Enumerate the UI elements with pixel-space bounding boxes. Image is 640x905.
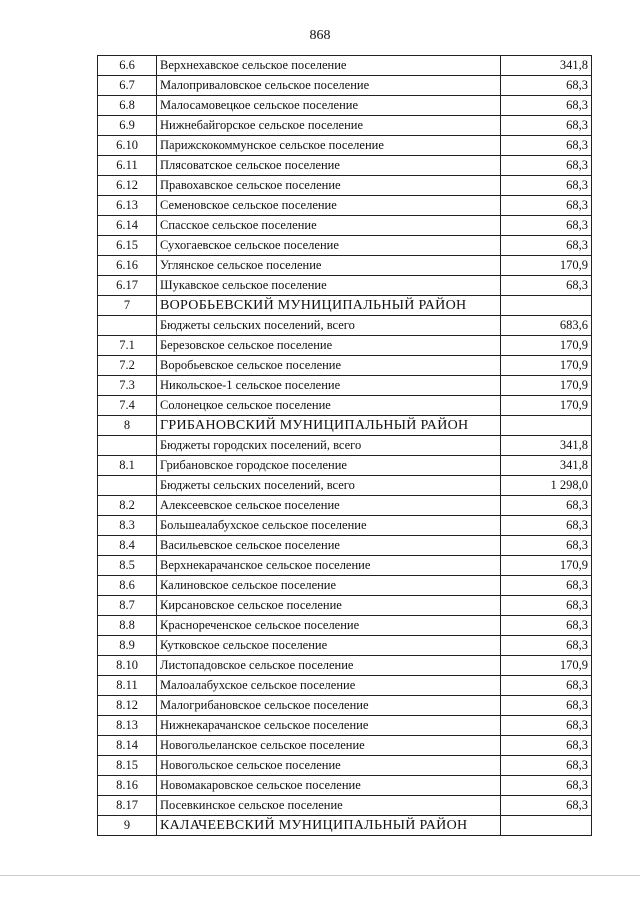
table-row (98, 516, 592, 536)
settlement-name-cell: Грибановское городское поселение (157, 456, 501, 476)
table-row (98, 76, 592, 96)
table-row (98, 396, 592, 416)
page-number: 868 (309, 28, 331, 43)
table-row (98, 316, 592, 336)
row-number-cell: 6.17 (98, 276, 157, 296)
amount-cell: 68,3 (501, 276, 592, 296)
amount-cell: 68,3 (501, 756, 592, 776)
row-number-cell: 8.12 (98, 696, 157, 716)
settlement-name-cell: Спасское сельское поселение (157, 216, 501, 236)
settlement-name-cell: Малоалабухское сельское поселение (157, 676, 501, 696)
row-number-cell: 8.2 (98, 496, 157, 516)
row-number-cell: 8 (98, 416, 157, 436)
row-number-cell: 7 (98, 296, 157, 316)
settlement-name-cell: Нижнебайгорское сельское поселение (157, 116, 501, 136)
settlement-name-cell: Сухогаевское сельское поселение (157, 236, 501, 256)
settlement-name-cell: Малогрибановское сельское поселение (157, 696, 501, 716)
settlement-name-cell: Парижскокоммунское сельское поселение (157, 136, 501, 156)
row-number-cell: 6.9 (98, 116, 157, 136)
table-row (98, 536, 592, 556)
row-number-cell: 6.13 (98, 196, 157, 216)
table-row (98, 616, 592, 636)
row-number-cell: 8.6 (98, 576, 157, 596)
row-number-cell: 6.11 (98, 156, 157, 176)
settlement-name-cell: Малоприваловское сельское поселение (157, 76, 501, 96)
table-row (98, 556, 592, 576)
amount-cell: 68,3 (501, 796, 592, 816)
amount-cell: 1 298,0 (501, 476, 592, 496)
settlement-name-cell: Новомакаровское сельское поселение (157, 776, 501, 796)
amount-cell: 68,3 (501, 496, 592, 516)
row-number-cell: 6.7 (98, 76, 157, 96)
settlement-name-cell: Шукавское сельское поселение (157, 276, 501, 296)
amount-cell: 68,3 (501, 116, 592, 136)
row-number-cell: 8.11 (98, 676, 157, 696)
row-number-cell: 7.3 (98, 376, 157, 396)
row-number-cell: 8.7 (98, 596, 157, 616)
table-row (98, 776, 592, 796)
settlement-name-cell: Калиновское сельское поселение (157, 576, 501, 596)
table-row (98, 576, 592, 596)
amount-cell: 68,3 (501, 516, 592, 536)
table-row (98, 156, 592, 176)
amount-cell (501, 416, 592, 436)
row-number-cell: 8.16 (98, 776, 157, 796)
amount-cell: 68,3 (501, 176, 592, 196)
settlement-name-cell: Березовское сельское поселение (157, 336, 501, 356)
table-row (98, 756, 592, 776)
amount-cell: 68,3 (501, 536, 592, 556)
table-row (98, 636, 592, 656)
settlement-name-cell: Кирсановское сельское поселение (157, 596, 501, 616)
table-row (98, 456, 592, 476)
row-number-cell: 8.3 (98, 516, 157, 536)
table-row (98, 596, 592, 616)
row-number-cell: 6.14 (98, 216, 157, 236)
table-row (98, 656, 592, 676)
table-row (98, 716, 592, 736)
footer-divider (0, 875, 640, 876)
settlement-name-cell: Новогольское сельское поселение (157, 756, 501, 776)
settlement-name-cell: Краснореченское сельское поселение (157, 616, 501, 636)
table-row (98, 336, 592, 356)
table-body (98, 56, 592, 836)
settlement-name-cell: Бюджеты городских поселений, всего (157, 436, 501, 456)
amount-cell: 68,3 (501, 96, 592, 116)
row-number-cell: 7.4 (98, 396, 157, 416)
amount-cell: 68,3 (501, 776, 592, 796)
settlement-name-cell: Малосамовецкое сельское поселение (157, 96, 501, 116)
settlement-name-cell: Алексеевское сельское поселение (157, 496, 501, 516)
table-row (98, 56, 592, 76)
table-row (98, 176, 592, 196)
table-row (98, 676, 592, 696)
settlement-name-cell: Воробьевское сельское поселение (157, 356, 501, 376)
amount-cell (501, 296, 592, 316)
settlement-name-cell: Листопадовское сельское поселение (157, 656, 501, 676)
amount-cell: 68,3 (501, 76, 592, 96)
amount-cell: 170,9 (501, 556, 592, 576)
amount-cell: 170,9 (501, 656, 592, 676)
settlement-name-cell: Кутковское сельское поселение (157, 636, 501, 656)
row-number-cell: 6.16 (98, 256, 157, 276)
table-row (98, 376, 592, 396)
amount-cell: 68,3 (501, 636, 592, 656)
row-number-cell: 8.4 (98, 536, 157, 556)
table-row (98, 256, 592, 276)
settlement-name-cell: Никольское-1 сельское поселение (157, 376, 501, 396)
settlement-name-cell: Верхнекарачанское сельское поселение (157, 556, 501, 576)
district-header-row (98, 296, 592, 316)
amount-cell: 170,9 (501, 396, 592, 416)
amount-cell: 68,3 (501, 676, 592, 696)
row-number-cell: 9 (98, 816, 157, 836)
amount-cell: 170,9 (501, 356, 592, 376)
settlement-name-cell: Большеалабухское сельское поселение (157, 516, 501, 536)
table-row (98, 216, 592, 236)
amount-cell: 68,3 (501, 736, 592, 756)
table-row (98, 196, 592, 216)
amount-cell: 170,9 (501, 336, 592, 356)
amount-cell: 68,3 (501, 576, 592, 596)
row-number-cell: 8.9 (98, 636, 157, 656)
settlement-name-cell: Плясоватское сельское поселение (157, 156, 501, 176)
settlement-name-cell: Углянское сельское поселение (157, 256, 501, 276)
row-number-cell: 8.15 (98, 756, 157, 776)
row-number-cell: 6.6 (98, 56, 157, 76)
row-number-cell: 8.8 (98, 616, 157, 636)
table-row (98, 276, 592, 296)
settlement-name-cell: Семеновское сельское поселение (157, 196, 501, 216)
settlement-name-cell: ГРИБАНОВСКИЙ МУНИЦИПАЛЬНЫЙ РАЙОН (157, 416, 501, 436)
settlement-name-cell: Верхнехавское сельское поселение (157, 56, 501, 76)
table-row (98, 236, 592, 256)
table-row (98, 436, 592, 456)
row-number-cell: 6.15 (98, 236, 157, 256)
row-number-cell: 8.13 (98, 716, 157, 736)
row-number-cell: 6.12 (98, 176, 157, 196)
settlement-name-cell: Посевкинское сельское поселение (157, 796, 501, 816)
amount-cell: 170,9 (501, 256, 592, 276)
settlement-name-cell: Новогольеланское сельское поселение (157, 736, 501, 756)
district-header-row (98, 816, 592, 836)
settlement-name-cell: Солонецкое сельское поселение (157, 396, 501, 416)
table-row (98, 696, 592, 716)
row-number-cell: 8.1 (98, 456, 157, 476)
amount-cell: 68,3 (501, 696, 592, 716)
row-number-cell (98, 316, 157, 336)
amount-cell: 341,8 (501, 436, 592, 456)
table-row (98, 116, 592, 136)
row-number-cell: 8.10 (98, 656, 157, 676)
row-number-cell (98, 476, 157, 496)
table-row (98, 496, 592, 516)
table-row (98, 796, 592, 816)
amount-cell (501, 816, 592, 836)
row-number-cell: 8.5 (98, 556, 157, 576)
amount-cell: 68,3 (501, 236, 592, 256)
row-number-cell: 6.10 (98, 136, 157, 156)
settlement-name-cell: ВОРОБЬЕВСКИЙ МУНИЦИПАЛЬНЫЙ РАЙОН (157, 296, 501, 316)
settlement-name-cell: Васильевское сельское поселение (157, 536, 501, 556)
row-number-cell: 8.14 (98, 736, 157, 756)
amount-cell: 68,3 (501, 596, 592, 616)
amount-cell: 68,3 (501, 156, 592, 176)
row-number-cell: 7.2 (98, 356, 157, 376)
amount-cell: 170,9 (501, 376, 592, 396)
settlement-name-cell: Бюджеты сельских поселений, всего (157, 476, 501, 496)
amount-cell: 68,3 (501, 136, 592, 156)
amount-cell: 68,3 (501, 616, 592, 636)
amount-cell: 68,3 (501, 196, 592, 216)
amount-cell: 341,8 (501, 56, 592, 76)
settlement-name-cell: Правохавское сельское поселение (157, 176, 501, 196)
table-row (98, 736, 592, 756)
row-number-cell: 8.17 (98, 796, 157, 816)
settlement-name-cell: КАЛАЧЕЕВСКИЙ МУНИЦИПАЛЬНЫЙ РАЙОН (157, 816, 501, 836)
table-row (98, 136, 592, 156)
row-number-cell (98, 436, 157, 456)
row-number-cell: 7.1 (98, 336, 157, 356)
table-row (98, 356, 592, 376)
budget-table (97, 55, 592, 836)
amount-cell: 68,3 (501, 716, 592, 736)
amount-cell: 68,3 (501, 216, 592, 236)
settlement-name-cell: Нижнекарачанское сельское поселение (157, 716, 501, 736)
district-header-row (98, 416, 592, 436)
row-number-cell: 6.8 (98, 96, 157, 116)
table-row (98, 476, 592, 496)
amount-cell: 683,6 (501, 316, 592, 336)
amount-cell: 341,8 (501, 456, 592, 476)
table-row (98, 96, 592, 116)
settlement-name-cell: Бюджеты сельских поселений, всего (157, 316, 501, 336)
